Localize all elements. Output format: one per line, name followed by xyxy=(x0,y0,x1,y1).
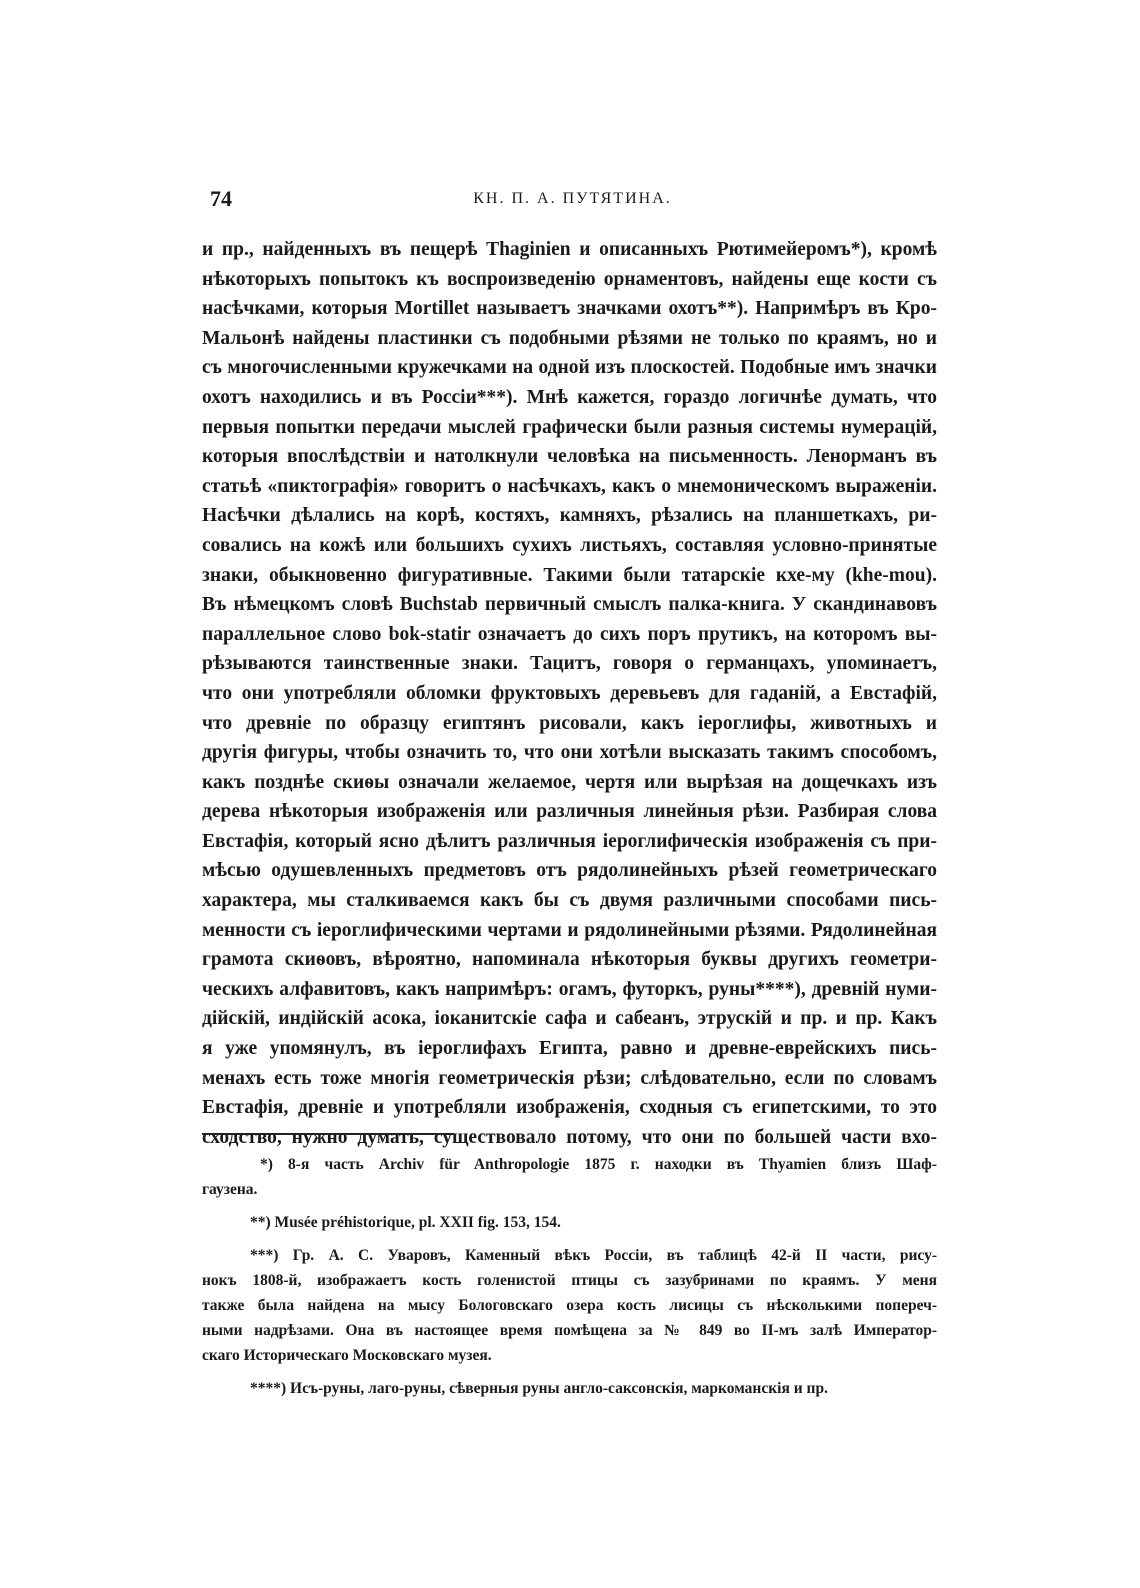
text-line: рѣзываются таинственные знаки. Тацитъ, говоря о германцахъ, упоминаетъ, xyxy=(202,653,937,675)
text-line: съ многочисленными кружечками на одной изъ плоскостей. Подобные имъ значки xyxy=(202,357,937,379)
text-line: что древніе по образцу египтянъ рисовали, какъ іероглифы, животныхъ и xyxy=(202,712,937,734)
text-line: первыя попытки передачи мыслей графически были разныя системы нумерацій, xyxy=(202,416,937,438)
footnote-line: гаузена. xyxy=(202,1181,258,1198)
text-line: параллельное слово bok-statir означаетъ до сихъ поръ прутикъ, на которомъ вы- xyxy=(202,623,937,645)
main-text xyxy=(202,235,937,1152)
footnote-line: **) Musée préhistorique, pl. XXII fig. 153, 154. xyxy=(250,1214,561,1231)
text-line: менахъ есть тоже многія геометрическія рѣзи; слѣдовательно, если по словамъ xyxy=(202,1067,937,1089)
text-line: менности съ іероглифическими чертами и рядолинейными рѣзями. Рядолинейная xyxy=(202,919,937,941)
text-line: я уже упомянулъ, въ іероглифахъ Египта, равно и древне-еврейскихъ пись- xyxy=(202,1038,937,1060)
footnote-line: нокъ 1808-й, изображаетъ кость голенистой птицы съ зазубринами по краямъ. У меня xyxy=(202,1272,937,1289)
footnote-line: ***) Гр. А. С. Уваровъ, Каменный вѣкъ Россіи, въ таблицѣ 42-й II части, рису- xyxy=(250,1247,937,1264)
running-head: КН. П. А. ПУТЯТИНА. xyxy=(473,190,672,207)
footnote-line: ными надрѣзами. Она въ настоящее время помѣщена за № 849 во II-мъ залѣ Император- xyxy=(202,1322,937,1339)
footnote-1 xyxy=(202,1152,937,1202)
footnote-divider xyxy=(202,1133,454,1135)
footnote-4 xyxy=(202,1376,937,1401)
text-line: и пр., найденныхъ въ пещерѣ Thaginien и описанныхъ Рютимейеромъ*), кромѣ xyxy=(202,239,937,260)
footnote-line: также была найдена на мысу Бологовскаго озера кость лисицы съ нѣсколькими попереч- xyxy=(202,1297,937,1314)
text-line: насѣчками, которыя Mortillet называетъ значками охотъ**). Напримѣръ въ Кро- xyxy=(202,298,937,320)
text-line: нѣкоторыхъ попытокъ къ воспроизведенію орнаментовъ, найдены еще кости съ xyxy=(202,268,937,290)
text-line: охотъ находились и въ Россіи***). Мнѣ кажется, гораздо логичнѣе думать, что xyxy=(202,386,937,408)
text-line: дійскій, индійскій асока, іоканитскіе сафа и сабеанъ, этрускій и пр. и пр. Какъ xyxy=(202,1008,937,1030)
footnote-3 xyxy=(202,1243,937,1368)
text-line: какъ позднѣе скиѳы означали желаемое, чертя или вырѣзая на дощечкахъ изъ xyxy=(202,771,937,793)
text-line: Мальонѣ найдены пластинки съ подобными рѣзями не только по краямъ, но и xyxy=(202,327,937,349)
footnote-line: скаго Историческаго Московскаго музея. xyxy=(202,1347,492,1364)
footnotes xyxy=(202,1152,937,1401)
text-line: Насѣчки дѣлались на корѣ, костяхъ, камняхъ, рѣзались на планшеткахъ, ри- xyxy=(202,505,937,527)
text-line: дерева нѣкоторыя изображенія или различныя линейныя рѣзи. Разбирая слова xyxy=(202,801,937,823)
text-line: статьѣ «пиктографія» говоритъ о насѣчкахъ, какъ о мнемоническомъ выраженіи. xyxy=(202,475,937,497)
page-header xyxy=(205,186,940,216)
footnote-2 xyxy=(202,1210,937,1235)
text-line: ческихъ алфавитовъ, какъ напримѣръ: огамъ, футоркъ, руны****), древній нуми- xyxy=(202,978,937,1000)
text-line: сходство, нужно думать, существовало потому, что они по большей части вхо- xyxy=(202,1126,937,1148)
text-line: мѣсью одушевленныхъ предметовъ отъ рядолинейныхъ рѣзей геометрическаго xyxy=(202,860,937,882)
text-line: знаки, обыкновенно фигуративные. Такими были татарскіе кхе-му (khe-mou). xyxy=(202,564,937,586)
text-line: грамота скиѳовъ, вѣроятно, напоминала нѣкоторыя буквы другихъ геометри- xyxy=(202,949,937,971)
text-line: совались на кожѣ или большихъ сухихъ листьяхъ, составляя условно-принятые xyxy=(202,534,937,556)
footnote-line: ****) Исъ-руны, лаго-руны, сѣверныя руны англо-саксонскія, маркоманскія и пр. xyxy=(250,1380,828,1397)
text-line: Въ нѣмецкомъ словѣ Buchstab первичный смыслъ палка-книга. У скандинавовъ xyxy=(202,594,937,616)
text-line: Евстафія, который ясно дѣлитъ различныя іероглифическія изображенія съ при- xyxy=(202,830,937,852)
text-line: характера, мы сталкиваемся какъ бы съ двумя различными способами пись- xyxy=(202,890,937,912)
text-line: Евстафія, древніе и употребляли изображенія, сходныя съ египетскими, то это xyxy=(202,1097,937,1119)
text-line: которыя впослѣдствіи и натолкнули человѣка на письменность. Ленорманъ въ xyxy=(202,446,937,468)
text-line: другія фигуры, чтобы означить то, что они хотѣли высказать такимъ способомъ, xyxy=(202,742,937,764)
footnote-line: *) 8-я часть Archiv für Anthropologie 1875 г. находки въ Thyamien близъ Шаф- xyxy=(260,1156,937,1173)
page-number: 74 xyxy=(210,186,232,211)
text-line: что они употребляли обломки фруктовыхъ деревьевъ для гаданій, а Евстафій, xyxy=(202,682,937,704)
